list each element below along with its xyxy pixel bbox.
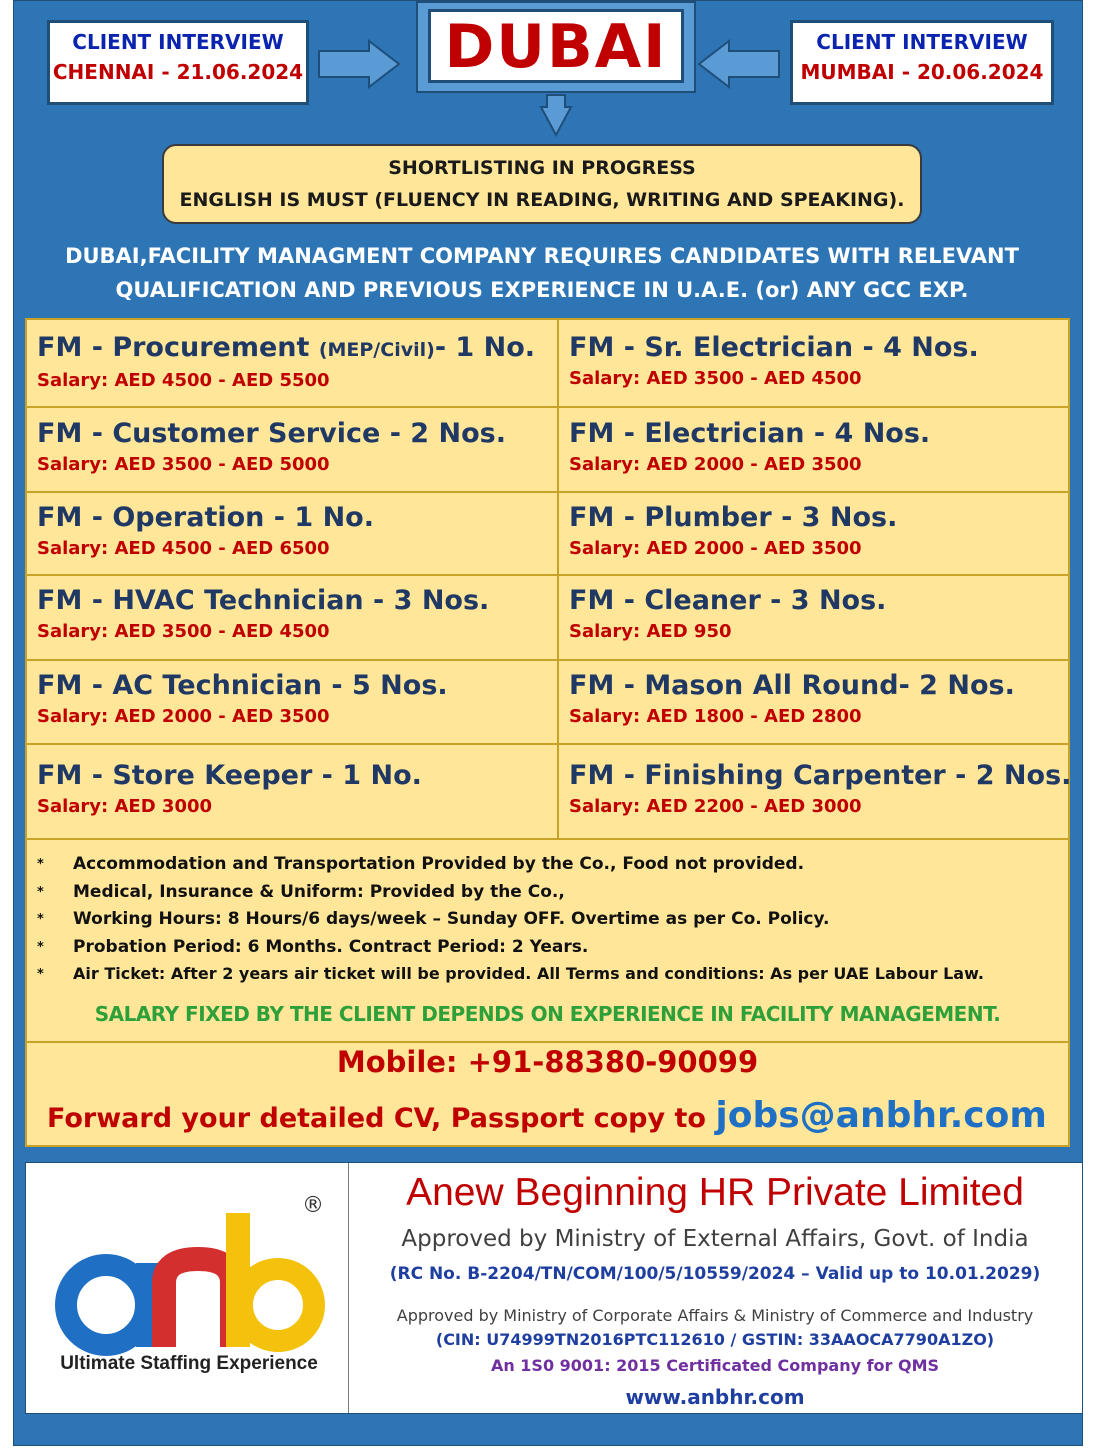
- term-item: [37, 909, 829, 929]
- bullet-star: *: [37, 884, 44, 900]
- job-salary: Salary: AED 3500 - AED 5000: [37, 454, 330, 475]
- jobs-table: [25, 318, 1070, 840]
- anb-logo-icon: [26, 1163, 348, 1415]
- job-cell: [27, 668, 557, 730]
- job-cell: [559, 330, 1069, 392]
- shortlist-notice: [162, 144, 922, 224]
- job-salary: Salary: AED 2000 - AED 3500: [569, 538, 862, 559]
- bullet-star: *: [37, 939, 44, 955]
- job-title: FM - Cleaner - 3 Nos.: [569, 585, 887, 616]
- intro-line-2: QUALIFICATION AND PREVIOUS EXPERIENCE IN U.A.E. (or) ANY GCC EXP.: [115, 278, 969, 302]
- job-title: FM - Sr. Electrician - 4 Nos.: [569, 332, 979, 363]
- mca-approval: Approved by Ministry of Corporate Affairs & Ministry of Commerce and Industry: [396, 1306, 1034, 1325]
- shortlist-status: SHORTLISTING IN PROGRESS: [388, 157, 696, 179]
- job-title: FM - Procurement (MEP/Civil)- 1 No.: [37, 332, 536, 363]
- job-title: FM - HVAC Technician - 3 Nos.: [37, 585, 490, 616]
- job-cell: [27, 330, 557, 394]
- iso-certification: An 1S0 9001: 2015 Certificated Company for QMS: [490, 1356, 940, 1375]
- down-arrow-icon: [539, 93, 573, 137]
- right-arrow-icon: [317, 39, 401, 89]
- term-item: [37, 937, 588, 957]
- terms-panel: [25, 838, 1070, 1043]
- company-name: Anew Beginning HR Private Limited: [406, 1171, 1024, 1214]
- interview-label: CLIENT INTERVIEW: [816, 30, 1028, 54]
- term-item: [37, 882, 565, 902]
- term-text: Probation Period: 6 Months. Contract Period: 2 Years.: [73, 937, 589, 957]
- job-salary: Salary: AED 2000 - AED 3500: [37, 706, 330, 727]
- job-cell: [559, 758, 1072, 820]
- mobile-number: Mobile: +91-88380-90099: [336, 1045, 759, 1079]
- job-title: FM - Finishing Carpenter - 2 Nos.: [569, 760, 1072, 791]
- job-salary: Salary: AED 3500 - AED 4500: [569, 368, 862, 389]
- job-cell: [559, 500, 1069, 562]
- job-title: FM - Electrician - 4 Nos.: [569, 418, 931, 449]
- job-cell: [559, 583, 1069, 645]
- interview-chennai-box: [47, 20, 309, 105]
- term-text: Medical, Insurance & Uniform: Provided by the Co.,: [73, 882, 565, 902]
- cv-text: Forward your detailed CV, Passport copy to: [47, 1103, 716, 1134]
- bullet-star: *: [37, 966, 44, 982]
- job-cell: [27, 583, 557, 645]
- row-divider: [27, 491, 1068, 493]
- website-link[interactable]: www.anbhr.com: [625, 1385, 805, 1409]
- job-cell: [27, 500, 557, 562]
- bullet-star: *: [37, 911, 44, 927]
- job-cell: [27, 416, 557, 478]
- job-salary: Salary: AED 4500 - AED 6500: [37, 538, 330, 559]
- job-salary: Salary: AED 1800 - AED 2800: [569, 706, 862, 727]
- job-title: FM - Store Keeper - 1 No.: [37, 760, 422, 791]
- intro-line-1: DUBAI,FACILITY MANAGMENT COMPANY REQUIRES CANDIDATES WITH RELEVANT: [65, 244, 1019, 268]
- job-salary: Salary: AED 3500 - AED 4500: [37, 621, 330, 642]
- interview-mumbai-box: [790, 20, 1054, 105]
- job-cell: [559, 668, 1069, 730]
- job-salary: Salary: AED 2000 - AED 3500: [569, 454, 862, 475]
- city-box: [428, 9, 684, 83]
- logo-tagline: Ultimate Staffing Experience: [60, 1353, 318, 1374]
- mea-approval: Approved by Ministry of External Affairs, Govt. of India: [401, 1226, 1029, 1252]
- row-divider: [27, 743, 1068, 745]
- intro-text: [14, 239, 1070, 307]
- job-title: FM - Operation - 1 No.: [37, 502, 374, 533]
- registered-mark: ®: [302, 1193, 324, 1218]
- left-arrow-icon: [697, 39, 781, 89]
- city-title: DUBAI: [444, 12, 668, 82]
- interview-label: CLIENT INTERVIEW: [72, 30, 284, 54]
- logo-area: [26, 1163, 349, 1413]
- contact-panel: [25, 1041, 1070, 1147]
- job-title: FM - Plumber - 3 Nos.: [569, 502, 898, 533]
- job-salary: Salary: AED 4500 - AED 5500: [37, 370, 330, 391]
- job-salary: Salary: AED 950: [569, 621, 732, 642]
- job-title: FM - Customer Service - 2 Nos.: [37, 418, 506, 449]
- job-title-note: (MEP/Civil): [318, 339, 435, 361]
- row-divider: [27, 406, 1068, 408]
- job-poster: [13, 0, 1083, 1446]
- english-requirement: ENGLISH IS MUST (FLUENCY IN READING, WRITING AND SPEAKING).: [179, 189, 905, 211]
- term-item: [37, 964, 984, 984]
- term-text: Air Ticket: After 2 years air ticket will be provided. All Terms and conditions: As per UAE Labour Law.: [73, 964, 984, 983]
- salary-note: SALARY FIXED BY THE CLIENT DEPENDS ON EXPERIENCE IN FACILITY MANAGEMENT.: [94, 1002, 1001, 1026]
- interview-location-date: MUMBAI - 20.06.2024: [800, 60, 1044, 84]
- job-cell: [559, 416, 1069, 478]
- company-footer: [25, 1162, 1083, 1414]
- term-item: [37, 854, 804, 874]
- job-title: FM - Mason All Round- 2 Nos.: [569, 670, 1015, 701]
- job-salary: Salary: AED 3000: [37, 796, 213, 817]
- interview-location-date: CHENNAI - 21.06.2024: [52, 60, 304, 84]
- job-cell: [27, 758, 557, 820]
- row-divider: [27, 659, 1068, 661]
- cv-instruction: [47, 1095, 1047, 1136]
- cin-gstin: (CIN: U74999TN2016PTC112610 / GSTIN: 33AAOCA7790A1ZO): [435, 1330, 995, 1349]
- term-text: Accommodation and Transportation Provided by the Co., Food not provided.: [73, 854, 805, 874]
- row-divider: [27, 574, 1068, 576]
- job-title: FM - AC Technician - 5 Nos.: [37, 670, 448, 701]
- bullet-star: *: [37, 856, 44, 872]
- job-salary: Salary: AED 2200 - AED 3000: [569, 796, 862, 817]
- email-link[interactable]: jobs@anbhr.com: [715, 1095, 1047, 1136]
- rc-number: (RC No. B-2204/TN/COM/100/5/10559/2024 – Valid up to 10.01.2029): [389, 1264, 1041, 1284]
- term-text: Working Hours: 8 Hours/6 days/week – Sunday OFF. Overtime as per Co. Policy.: [73, 909, 830, 929]
